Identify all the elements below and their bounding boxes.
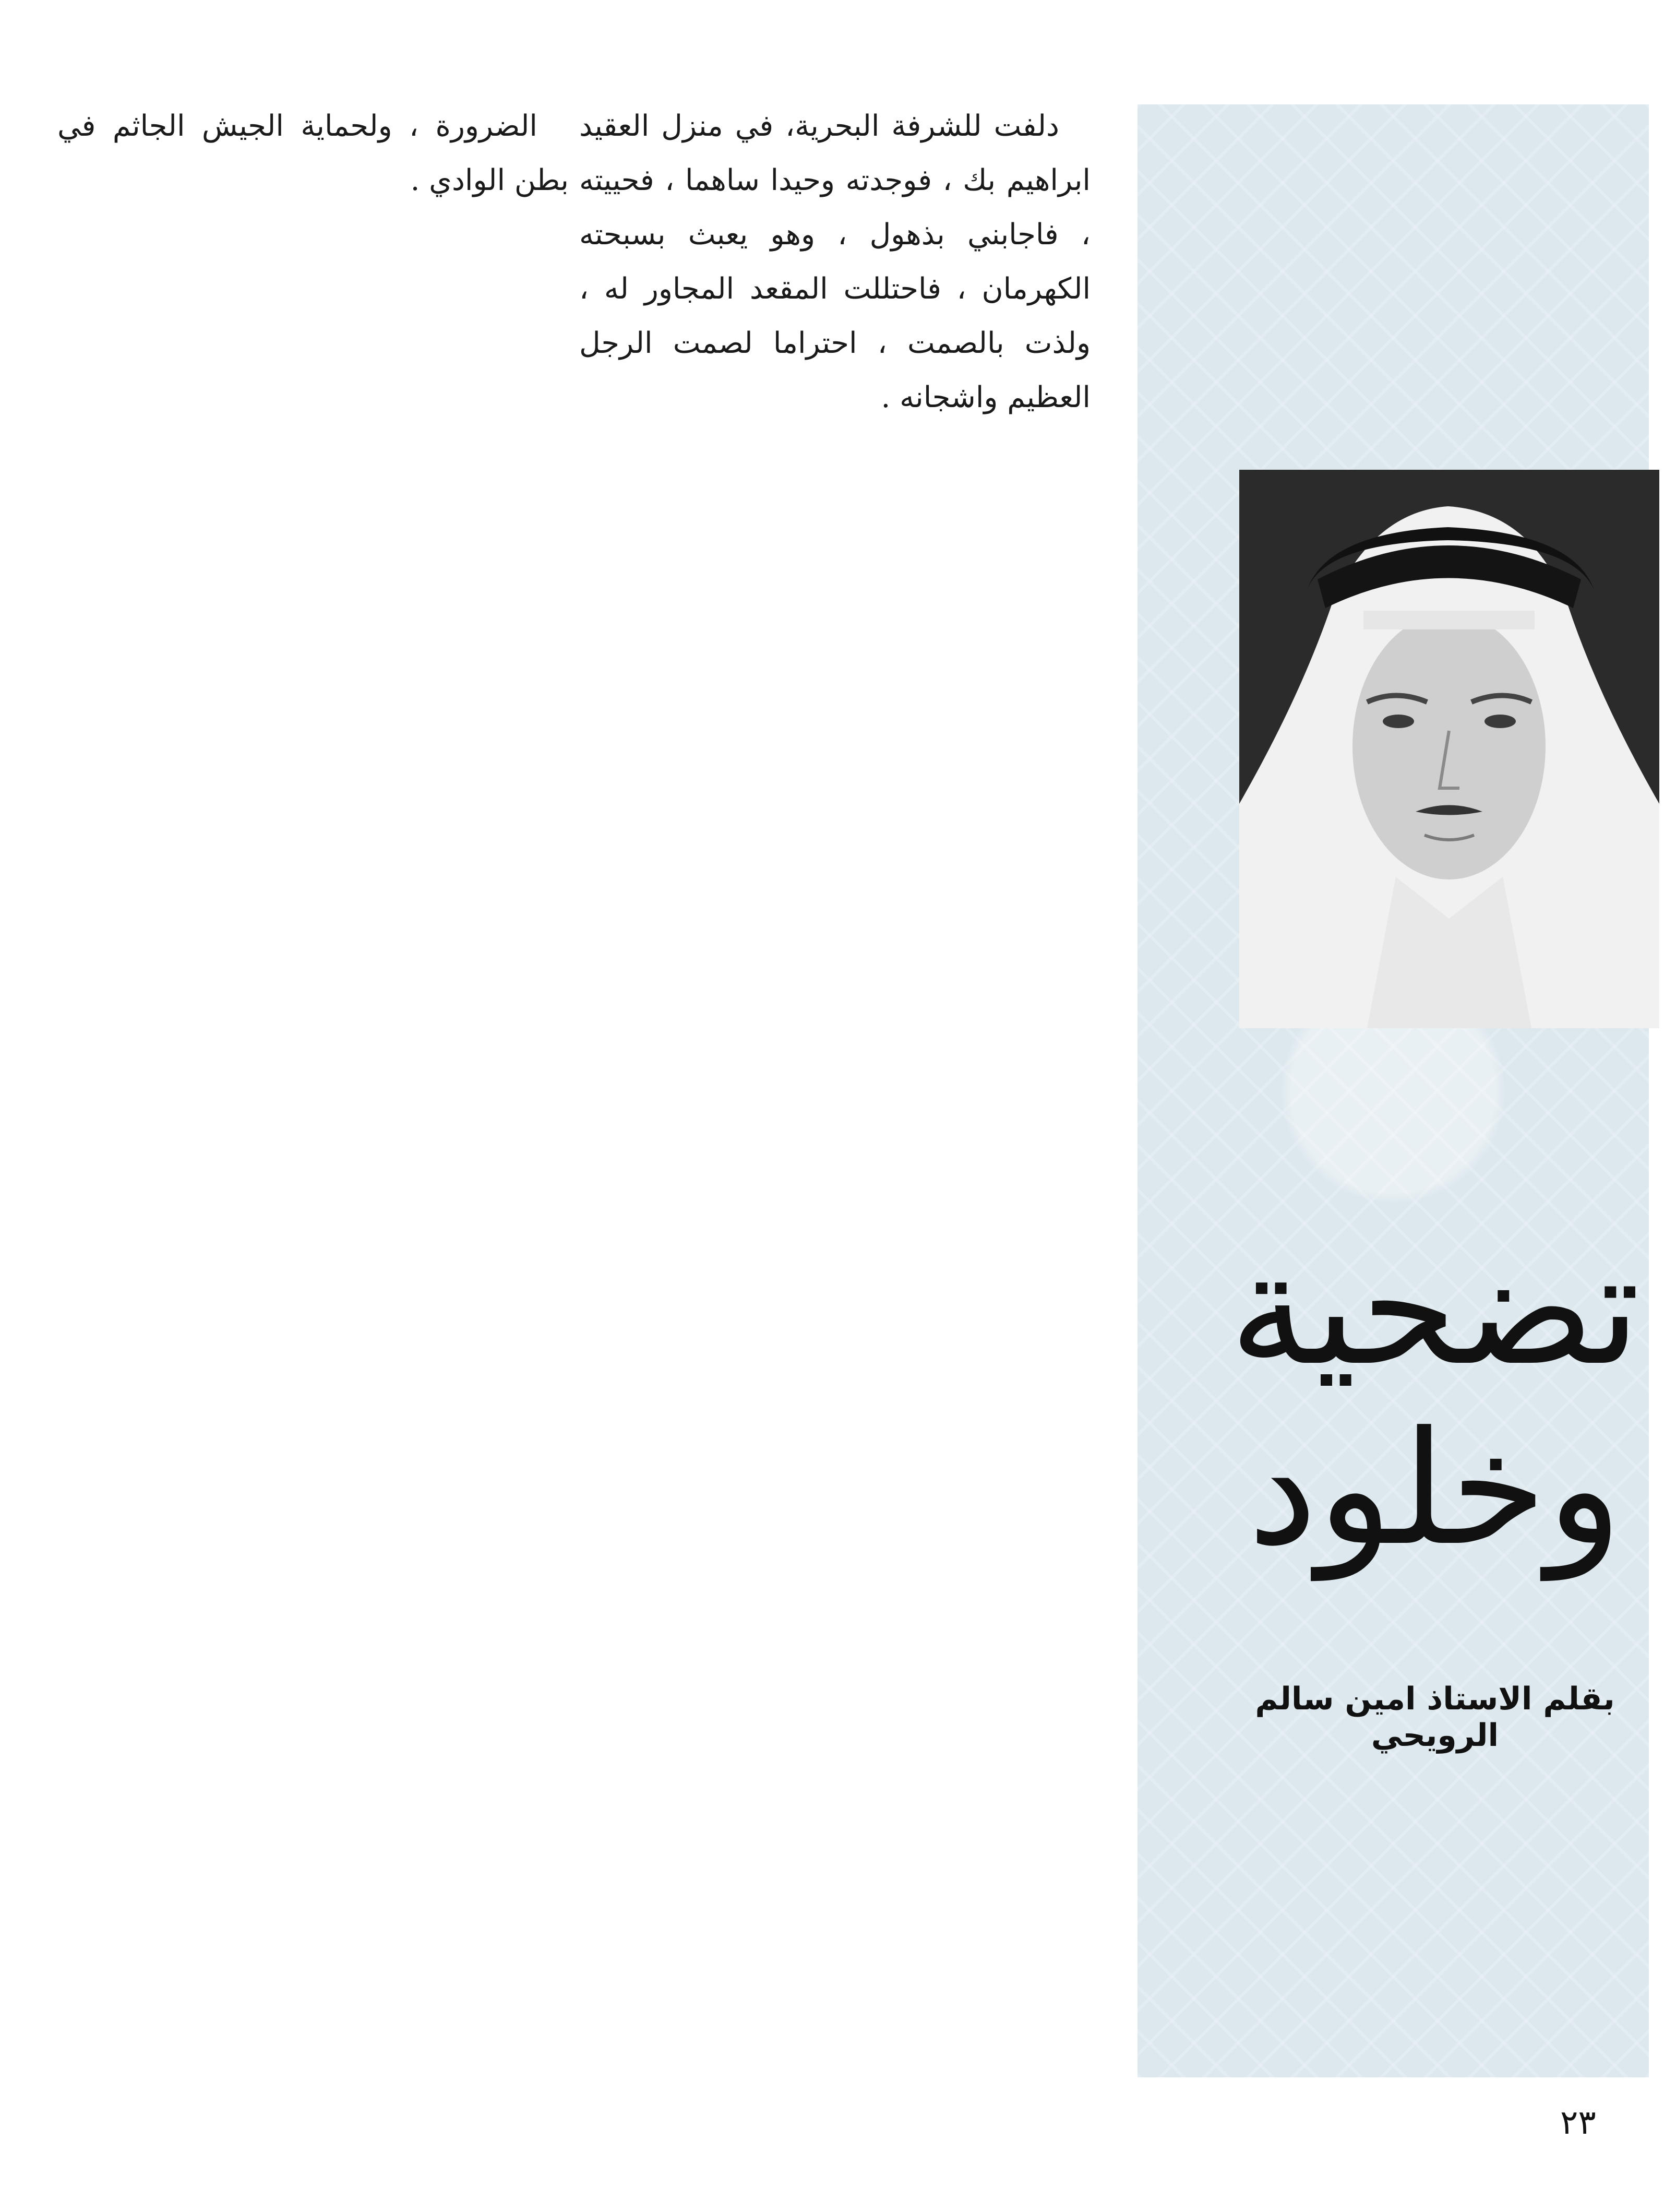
title-word-sacrifice: تضحية: [1229, 1218, 1641, 1400]
article-title: [1200, 1138, 1670, 1660]
decorative-pattern-panel: [1138, 104, 1649, 2077]
author-byline: بقلم الاستاذ امين سالم الرويحي: [1255, 1681, 1615, 1754]
title-word-immortality: وخلود: [1247, 1398, 1623, 1580]
author-portrait: [1239, 470, 1659, 1028]
paragraph: دلفت للشرفة البحرية، في منزل العقيد ابراهيم بك ، فوجدته وحيدا ساهما ، فحييته ، فاجابني بذهول ، وهو يعبث بسبحته الكهرمان ، فاحتللت المقعد المجاور له ، ولذت بالصمت ، احتراما لصمت الرجل العظيم واشجانه .: [579, 109, 1091, 414]
page-number: ٢٣: [1560, 2103, 1596, 2142]
article-column-left: [57, 99, 569, 208]
paragraph: الضرورة ، ولحماية الجيش الجاثم في بطن الوادي .: [57, 109, 569, 197]
article-column-right: [579, 99, 1091, 425]
